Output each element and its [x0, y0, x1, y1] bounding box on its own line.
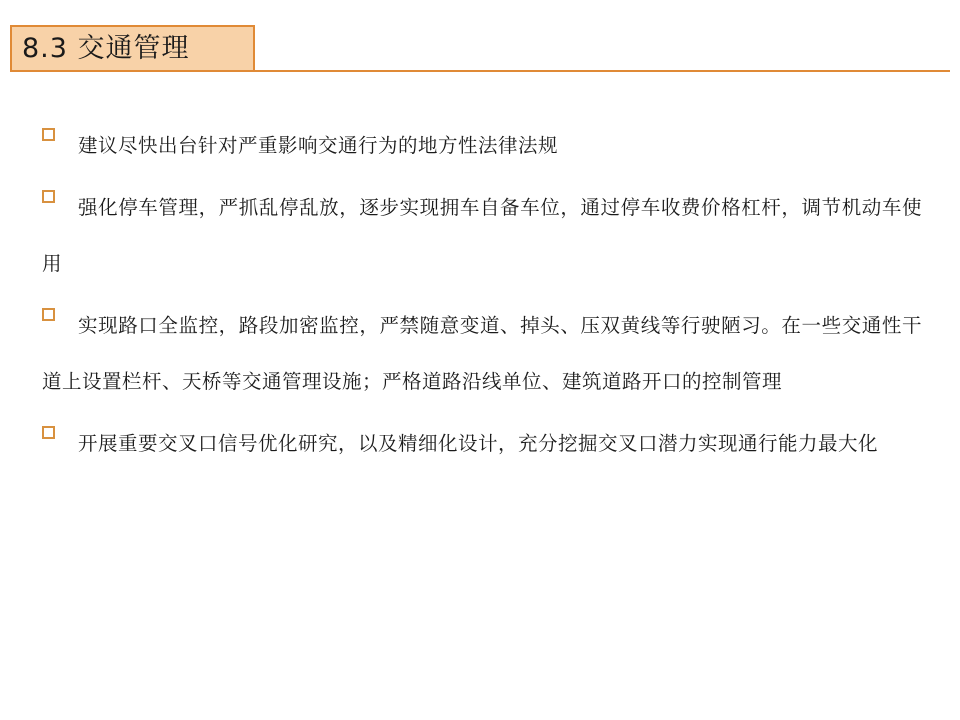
list-item-text: 开展重要交叉口信号优化研究，以及精细化设计，充分挖掘交叉口潜力实现通行能力最大化	[78, 432, 879, 455]
square-bullet-icon	[42, 308, 55, 321]
list-item-text: 建议尽快出台针对严重影响交通行为的地方性法律法规	[78, 134, 559, 157]
page-title: 8.3 交通管理	[22, 33, 190, 64]
title-underline	[255, 70, 950, 72]
list-item-text: 实现路口全监控，路段加密监控，严禁随意变道、掉头、压双黄线等行驶陋习。在一些交通性干道上设置栏杆、天桥等交通管理设施；严格道路沿线单位、建筑道路开口的控制管理	[42, 314, 922, 393]
list-item	[42, 118, 922, 174]
square-bullet-icon	[42, 128, 55, 141]
square-bullet-icon	[42, 190, 55, 203]
list-item	[42, 298, 922, 410]
square-bullet-icon	[42, 426, 55, 439]
list-item	[42, 180, 922, 292]
list-item-text: 强化停车管理，严抓乱停乱放，逐步实现拥车自备车位，通过停车收费价格杠杆，调节机动车使用	[42, 196, 922, 275]
list-item	[42, 416, 922, 472]
content-body	[42, 118, 922, 478]
